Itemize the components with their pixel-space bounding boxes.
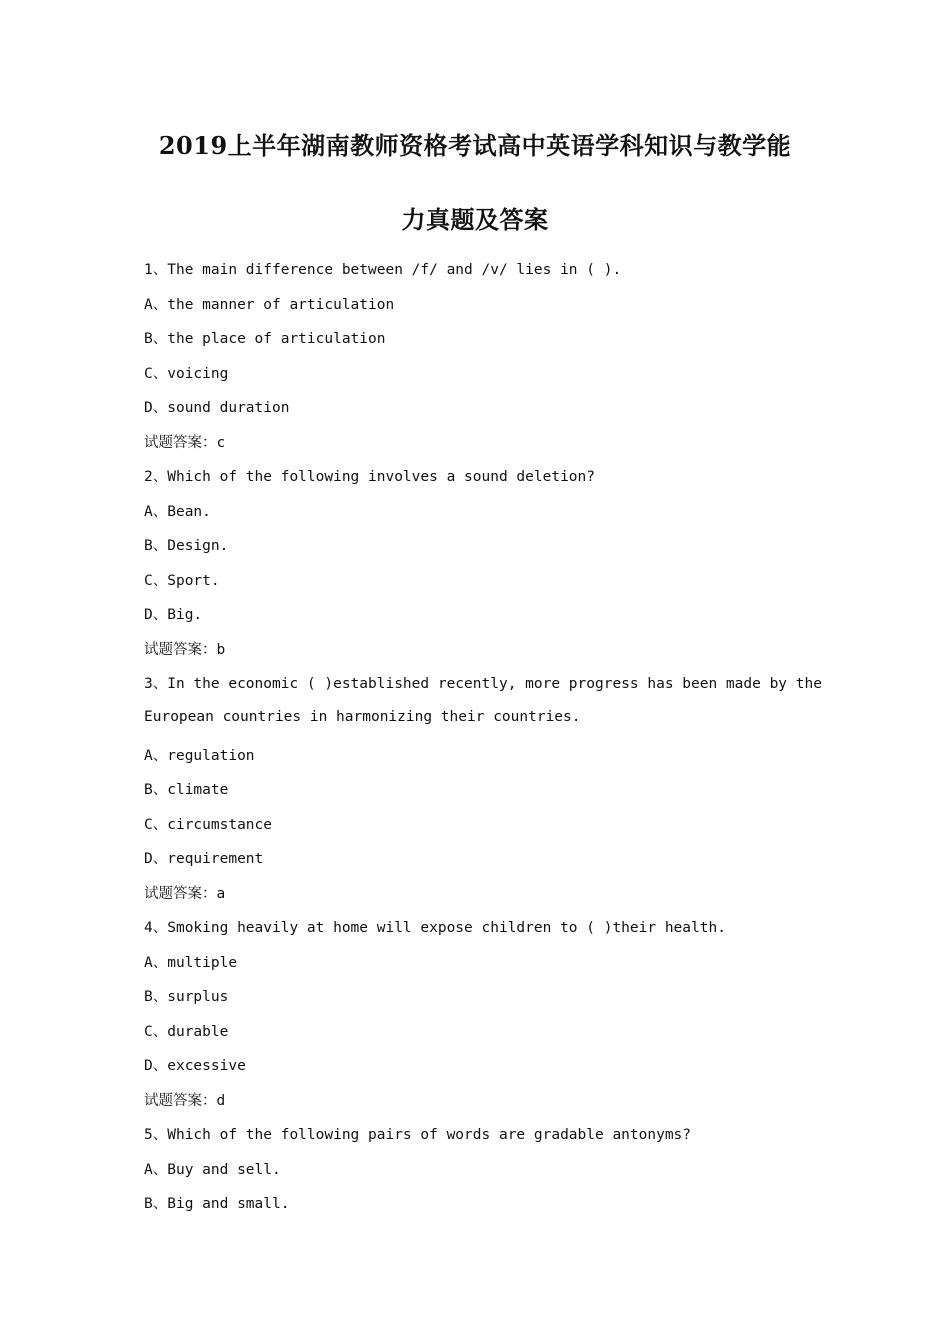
question-2-option-d: D、Big. xyxy=(144,607,203,623)
question-4-option-b: B、surplus xyxy=(144,989,229,1005)
question-3-option-c: C、circumstance xyxy=(144,817,272,833)
document-title-line-1: 2019上半年湖南教师资格考试高中英语学科知识与教学能 xyxy=(158,131,792,160)
question-5-option-a: A、Buy and sell. xyxy=(144,1162,281,1178)
question-2-option-c: C、Sport. xyxy=(144,573,220,589)
question-4-option-c: C、durable xyxy=(144,1024,229,1040)
question-3-option-d: D、requirement xyxy=(144,851,264,867)
question-3-option-b: B、climate xyxy=(144,782,229,798)
question-1-answer: 试题答案：c xyxy=(144,435,226,451)
question-1-option-a: A、the manner of articulation xyxy=(144,297,395,313)
question-1-option-b: B、the place of articulation xyxy=(144,331,386,347)
question-3-stem: 3、In the economic ( )established recently, more progress has been made by the xyxy=(144,676,822,692)
question-3-stem-continued: European countries in harmonizing their countries. xyxy=(144,709,581,725)
question-4-option-a: A、multiple xyxy=(144,955,238,971)
question-2-stem: 2、Which of the following involves a sound deletion? xyxy=(144,469,595,485)
question-1-option-d: D、sound duration xyxy=(144,400,290,416)
question-1-stem: 1、The main difference between /f/ and /v/ lies in ( ). xyxy=(144,262,622,278)
question-2-answer: 试题答案：b xyxy=(144,642,226,658)
question-2-option-b: B、Design. xyxy=(144,538,229,554)
question-5-stem: 5、Which of the following pairs of words are gradable antonyms? xyxy=(144,1127,692,1143)
question-3-option-a: A、regulation xyxy=(144,748,255,764)
question-4-answer: 试题答案：d xyxy=(144,1093,226,1109)
document-title-line-2: 力真题及答案 xyxy=(401,205,549,234)
question-2-option-a: A、Bean. xyxy=(144,504,211,520)
question-5-option-b: B、Big and small. xyxy=(144,1196,290,1212)
question-3-answer: 试题答案：a xyxy=(144,886,226,902)
question-1-option-c: C、voicing xyxy=(144,366,229,382)
question-4-stem: 4、Smoking heavily at home will expose children to ( )their health. xyxy=(144,920,726,936)
question-4-option-d: D、excessive xyxy=(144,1058,246,1074)
